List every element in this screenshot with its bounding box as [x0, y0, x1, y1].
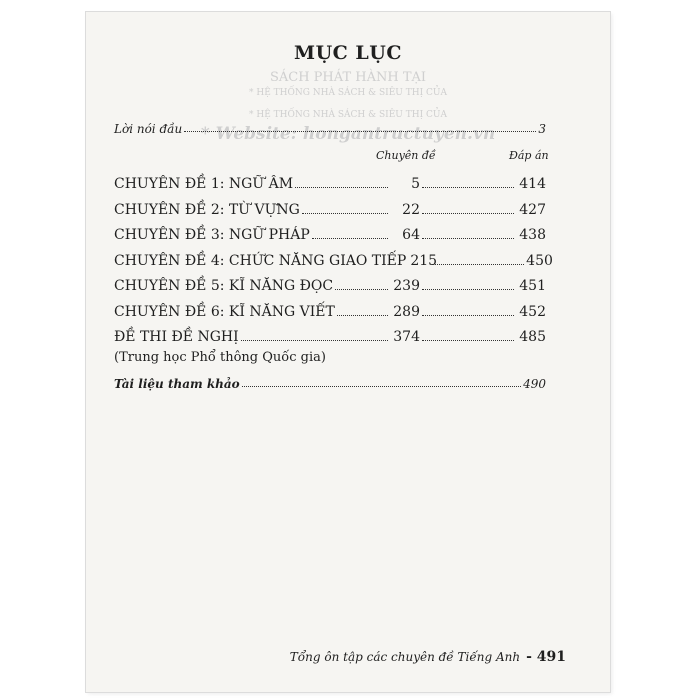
dot-leader: [335, 288, 388, 290]
toc-page: 490: [523, 377, 546, 391]
toc-label: CHUYÊN ĐỀ 6: KĨ NĂNG VIẾT: [114, 303, 335, 320]
toc-page: 64: [402, 227, 420, 243]
toc-answer-page: 438: [519, 227, 546, 243]
toc-label: Tài liệu tham khảo: [114, 377, 240, 391]
dot-leader: [422, 339, 514, 341]
toc-row: [114, 198, 546, 218]
toc-label: CHUYÊN ĐỀ 5: KĨ NĂNG ĐỌC: [114, 278, 334, 294]
dot-leader: [422, 288, 514, 290]
toc-label: CHUYÊN ĐỀ 3: NGỮ PHÁP: [114, 227, 310, 243]
footer-text: Tổng ôn tập các chuyên đề Tiếng Anh: [289, 650, 521, 664]
toc-row: [114, 172, 546, 192]
dot-leader: [432, 263, 524, 265]
dot-leader: [302, 212, 388, 214]
toc-note: (Trung học Phổ thông Quốc gia): [114, 350, 326, 365]
watermark-line: * HỆ THỐNG NHÀ SÁCH & SIÊU THỊ CỦA: [249, 88, 447, 98]
page-footer: [290, 649, 566, 665]
toc-page: 374: [393, 329, 420, 345]
toc-page: 22: [402, 201, 420, 218]
dot-leader: [295, 186, 388, 188]
toc-answer-page: 485: [519, 329, 546, 345]
toc-row-preface: [114, 116, 546, 136]
toc-page: 3: [538, 122, 546, 136]
dot-leader: [422, 237, 514, 239]
toc-label: ĐỀ THI ĐỀ NGHỊ: [114, 329, 239, 345]
toc-answer-page: 450: [526, 252, 553, 269]
toc-row: [114, 249, 553, 269]
toc-row-references: [114, 371, 546, 391]
toc-page: 5: [411, 176, 420, 192]
toc-answer-page: 414: [519, 176, 546, 192]
column-header-topic: Chuyên đề: [376, 149, 436, 162]
toc-answer-page: 427: [519, 201, 546, 218]
toc-row: [114, 274, 546, 294]
toc-row: [114, 223, 546, 243]
toc-page: 289: [393, 303, 420, 320]
book-page: [86, 12, 610, 692]
toc-label: CHUYÊN ĐỀ 1: NGỮ ÂM: [114, 176, 294, 192]
dot-leader: [337, 314, 388, 316]
toc-label: CHUYÊN ĐỀ 4: CHỨC NĂNG GIAO TIẾP: [114, 252, 407, 269]
toc-row: [114, 300, 546, 320]
toc-row: [114, 325, 546, 345]
toc-page: 215: [410, 252, 438, 269]
toc-answer-page: 452: [519, 303, 546, 320]
watermark-line: SÁCH PHÁT HÀNH TẠI: [269, 70, 427, 85]
dot-leader: [422, 212, 514, 214]
toc-label: Lời nói đầu: [114, 122, 183, 136]
watermark-website: * Website: hongantructuyen.vn: [200, 124, 496, 144]
watermark-line: * HỆ THỐNG NHÀ SÁCH & SIÊU THỊ CỦA: [249, 110, 447, 120]
dot-leader: [422, 314, 514, 316]
dot-leader: [242, 385, 521, 387]
footer-page-number: - 491: [526, 649, 566, 665]
page-title: MỤC LỤC: [294, 42, 402, 64]
column-header-answer: Đáp án: [509, 149, 549, 162]
dot-leader: [241, 339, 388, 341]
toc-page: 239: [393, 278, 420, 294]
dot-leader: [312, 237, 388, 239]
toc-answer-page: 451: [519, 278, 546, 294]
toc-label: CHUYÊN ĐỀ 2: TỪ VỰNG: [114, 201, 300, 218]
dot-leader: [422, 186, 514, 188]
dot-leader: [184, 130, 536, 132]
